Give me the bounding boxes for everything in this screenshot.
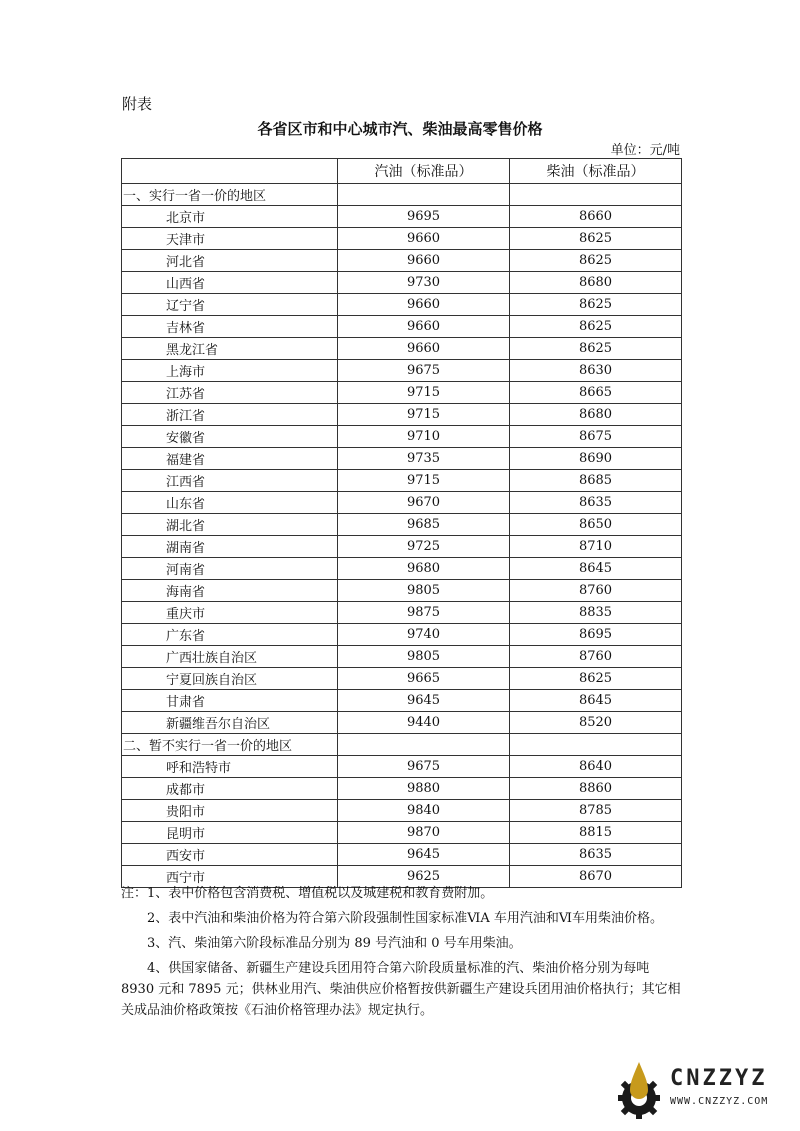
appendix-label: 附表 [122, 95, 153, 113]
oil-gear-icon [612, 1060, 666, 1120]
empty-cell [338, 184, 510, 206]
gasoline-price-cell: 9660 [338, 228, 510, 250]
diesel-price-cell: 8670 [510, 866, 682, 888]
note-4: 4、供国家储备、新疆生产建设兵团用符合第六阶段质量标准的汽、柴油价格分别为每吨 8930 元和 7895 元；供林业用汽、柴油供应价格暂按供新疆生产建设兵团用油价格执行；其它相关成品油价格政策按《石油价格管理办法》规定执行。 [121, 961, 681, 1018]
gasoline-price-cell: 9695 [338, 206, 510, 228]
diesel-price-cell: 8690 [510, 448, 682, 470]
region-cell: 山西省 [122, 272, 338, 294]
diesel-price-cell: 8695 [510, 624, 682, 646]
region-cell: 湖北省 [122, 514, 338, 536]
diesel-price-cell: 8665 [510, 382, 682, 404]
table-header-row [122, 159, 682, 184]
region-cell: 新疆维吾尔自治区 [122, 712, 338, 734]
gasoline-price-cell: 9805 [338, 646, 510, 668]
region-cell: 辽宁省 [122, 294, 338, 316]
diesel-price-cell: 8520 [510, 712, 682, 734]
gasoline-price-cell: 9680 [338, 558, 510, 580]
diesel-price-cell: 8635 [510, 844, 682, 866]
gasoline-price-cell: 9625 [338, 866, 510, 888]
region-cell: 山东省 [122, 492, 338, 514]
table-row [122, 624, 682, 646]
region-cell: 江西省 [122, 470, 338, 492]
region-cell: 黑龙江省 [122, 338, 338, 360]
gasoline-price-cell: 9735 [338, 448, 510, 470]
gasoline-price-cell: 9805 [338, 580, 510, 602]
gasoline-price-cell: 9660 [338, 294, 510, 316]
diesel-price-cell: 8685 [510, 470, 682, 492]
diesel-price-cell: 8650 [510, 514, 682, 536]
diesel-price-cell: 8680 [510, 272, 682, 294]
header-diesel: 柴油（标准品） [510, 159, 682, 184]
diesel-price-cell: 8635 [510, 492, 682, 514]
region-cell: 上海市 [122, 360, 338, 382]
region-cell: 安徽省 [122, 426, 338, 448]
table-row [122, 228, 682, 250]
gasoline-price-cell: 9710 [338, 426, 510, 448]
table-row [122, 712, 682, 734]
region-cell: 甘肃省 [122, 690, 338, 712]
table-row [122, 668, 682, 690]
region-cell: 广西壮族自治区 [122, 646, 338, 668]
empty-cell [510, 184, 682, 206]
gasoline-price-cell: 9870 [338, 822, 510, 844]
gasoline-price-cell: 9685 [338, 514, 510, 536]
page-title: 各省区市和中心城市汽、柴油最高零售价格 [257, 120, 543, 138]
watermark-logo [612, 1060, 792, 1120]
region-cell: 河南省 [122, 558, 338, 580]
diesel-price-cell: 8625 [510, 294, 682, 316]
gasoline-price-cell: 9660 [338, 338, 510, 360]
table-row [122, 382, 682, 404]
region-cell: 西宁市 [122, 866, 338, 888]
table-row [122, 536, 682, 558]
region-cell: 西安市 [122, 844, 338, 866]
gasoline-price-cell: 9715 [338, 382, 510, 404]
note-2: 2、表中汽油和柴油价格为符合第六阶段强制性国家标准ⅥA 车用汽油和Ⅵ车用柴油价格。 [147, 911, 663, 926]
table-row [122, 448, 682, 470]
diesel-price-cell: 8625 [510, 338, 682, 360]
table-row [122, 206, 682, 228]
empty-cell [338, 734, 510, 756]
diesel-price-cell: 8645 [510, 690, 682, 712]
diesel-price-cell: 8760 [510, 580, 682, 602]
diesel-price-cell: 8645 [510, 558, 682, 580]
table-row [122, 822, 682, 844]
gasoline-price-cell: 9725 [338, 536, 510, 558]
table-row [122, 294, 682, 316]
table-row [122, 602, 682, 624]
section-row [122, 184, 682, 206]
table-row [122, 338, 682, 360]
region-cell: 湖南省 [122, 536, 338, 558]
table-row [122, 844, 682, 866]
gasoline-price-cell: 9675 [338, 756, 510, 778]
region-cell: 福建省 [122, 448, 338, 470]
section-row [122, 734, 682, 756]
table-row [122, 514, 682, 536]
table-row [122, 778, 682, 800]
table-row [122, 316, 682, 338]
region-cell: 贵阳市 [122, 800, 338, 822]
unit-label: 单位：元/吨 [610, 143, 680, 158]
gasoline-price-cell: 9715 [338, 404, 510, 426]
diesel-price-cell: 8625 [510, 228, 682, 250]
table-row [122, 250, 682, 272]
region-cell: 广东省 [122, 624, 338, 646]
region-cell: 浙江省 [122, 404, 338, 426]
gasoline-price-cell: 9875 [338, 602, 510, 624]
price-table [121, 158, 682, 888]
diesel-price-cell: 8860 [510, 778, 682, 800]
diesel-price-cell: 8675 [510, 426, 682, 448]
region-cell: 北京市 [122, 206, 338, 228]
diesel-price-cell: 8835 [510, 602, 682, 624]
table-row [122, 646, 682, 668]
table-row [122, 690, 682, 712]
diesel-price-cell: 8625 [510, 316, 682, 338]
table-row [122, 800, 682, 822]
gasoline-price-cell: 9665 [338, 668, 510, 690]
diesel-price-cell: 8630 [510, 360, 682, 382]
table-row [122, 360, 682, 382]
region-cell: 吉林省 [122, 316, 338, 338]
gasoline-price-cell: 9660 [338, 250, 510, 272]
gasoline-price-cell: 9715 [338, 470, 510, 492]
region-cell: 江苏省 [122, 382, 338, 404]
region-cell: 重庆市 [122, 602, 338, 624]
region-cell: 呼和浩特市 [122, 756, 338, 778]
diesel-price-cell: 8815 [510, 822, 682, 844]
table-row [122, 492, 682, 514]
diesel-price-cell: 8625 [510, 668, 682, 690]
diesel-price-cell: 8680 [510, 404, 682, 426]
gasoline-price-cell: 9880 [338, 778, 510, 800]
table-row [122, 580, 682, 602]
region-cell: 成都市 [122, 778, 338, 800]
gasoline-price-cell: 9675 [338, 360, 510, 382]
watermark-brand: CNZZYZ [670, 1066, 768, 1091]
notes [121, 883, 683, 1025]
region-cell: 海南省 [122, 580, 338, 602]
table-row [122, 558, 682, 580]
gasoline-price-cell: 9645 [338, 844, 510, 866]
section-label: 一、实行一省一价的地区 [122, 184, 338, 206]
watermark-url: WWW.CNZZYZ.COM [670, 1096, 769, 1107]
table-row [122, 404, 682, 426]
section-label: 二、暂不实行一省一价的地区 [122, 734, 338, 756]
gasoline-price-cell: 9670 [338, 492, 510, 514]
region-cell: 天津市 [122, 228, 338, 250]
gasoline-price-cell: 9440 [338, 712, 510, 734]
diesel-price-cell: 8710 [510, 536, 682, 558]
gasoline-price-cell: 9660 [338, 316, 510, 338]
note-1: 注：1、表中价格包含消费税、增值税以及城建税和教育费附加。 [121, 886, 494, 901]
gasoline-price-cell: 9740 [338, 624, 510, 646]
gasoline-price-cell: 9645 [338, 690, 510, 712]
diesel-price-cell: 8785 [510, 800, 682, 822]
table-row [122, 426, 682, 448]
diesel-price-cell: 8660 [510, 206, 682, 228]
gasoline-price-cell: 9730 [338, 272, 510, 294]
table-row [122, 756, 682, 778]
gasoline-price-cell: 9840 [338, 800, 510, 822]
header-region [122, 159, 338, 184]
table-row [122, 272, 682, 294]
table-row [122, 470, 682, 492]
region-cell: 宁夏回族自治区 [122, 668, 338, 690]
note-3: 3、汽、柴油第六阶段标准品分别为 89 号汽油和 0 号车用柴油。 [147, 936, 522, 951]
diesel-price-cell: 8625 [510, 250, 682, 272]
header-gasoline: 汽油（标准品） [338, 159, 510, 184]
empty-cell [510, 734, 682, 756]
region-cell: 河北省 [122, 250, 338, 272]
diesel-price-cell: 8760 [510, 646, 682, 668]
region-cell: 昆明市 [122, 822, 338, 844]
diesel-price-cell: 8640 [510, 756, 682, 778]
